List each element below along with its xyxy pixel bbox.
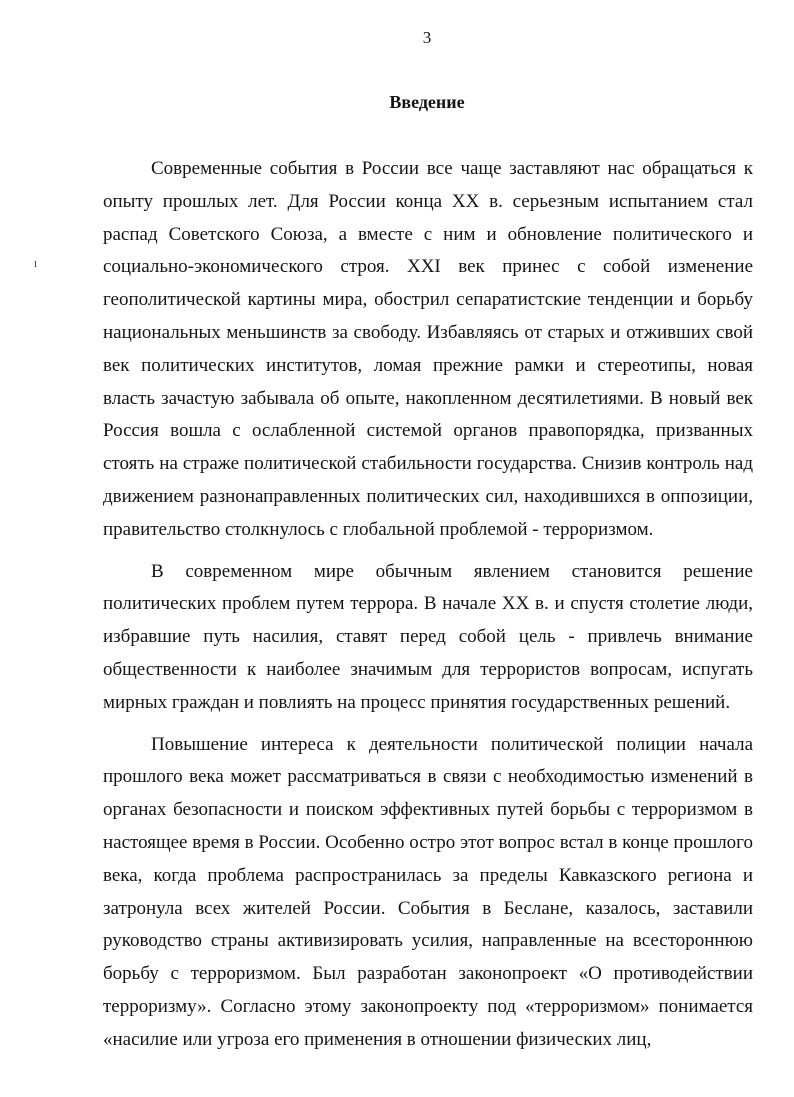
paragraph-2: В современном мире обычным явлением становится решение политических проблем путем террора. В начале XX в. и спустя столетие люди, избравшие путь насилия, ставят перед собой цель - привлечь внимание общественности к наиболее значимым для террористов вопросам, испугать мирных граждан и повлиять на процесс принятия государственных решений. [103,560,753,713]
body-text [103,153,753,1066]
paragraph-3: Повышение интереса к деятельности политической полиции начала прошлого века может рассматриваться в связи с необходимостью изменений в органах безопасности и поиском эффективных путей борьбы с терроризмом в настоящее время в России. Особенно остро этот вопрос встал в конце прошлого века, когда проблема распространилась за пределы Кавказского региона и затронула всех жителей России. События в Беслане, казалось, заставили руководство страны активизировать усилия, направленные на всестороннюю борьбу с терроризмом. Был разработан законопроект «О противодействии терроризму». Согласно этому законопроекту под «терроризмом» понимается «насилие или угроза его применения в отношении физических лиц, [103,733,753,1050]
section-heading: Введение [389,92,465,112]
paragraph-1: Современные события в России все чаще заставляют нас обращаться к опыту прошлых лет. Для России конца XX в. серьезным испытанием стал распад Советского Союза, а вместе с ним и обновление политического и социально-экономического строя. XXI век принес с собой изменение геополитической картины мира, обострил сепаратистские тенденции и борьбу национальных меньшинств за свободу. Избавляясь от старых и отживших свой век политических институтов, ломая прежние рамки и стереотипы, новая власть зачастую забывала об опыте, накопленном десятилетиями. В новый век Россия вошла с ослабленной системой органов правопорядка, призванных стоять на страже политической стабильности государства. Снизив контроль над движением разнонаправленных политических сил, находившихся в оппозиции, правительство столкнулось с глобальной проблемой - терроризмом. [103,158,753,540]
page-number: 3 [422,28,432,47]
margin-mark: ₗ [34,256,38,271]
